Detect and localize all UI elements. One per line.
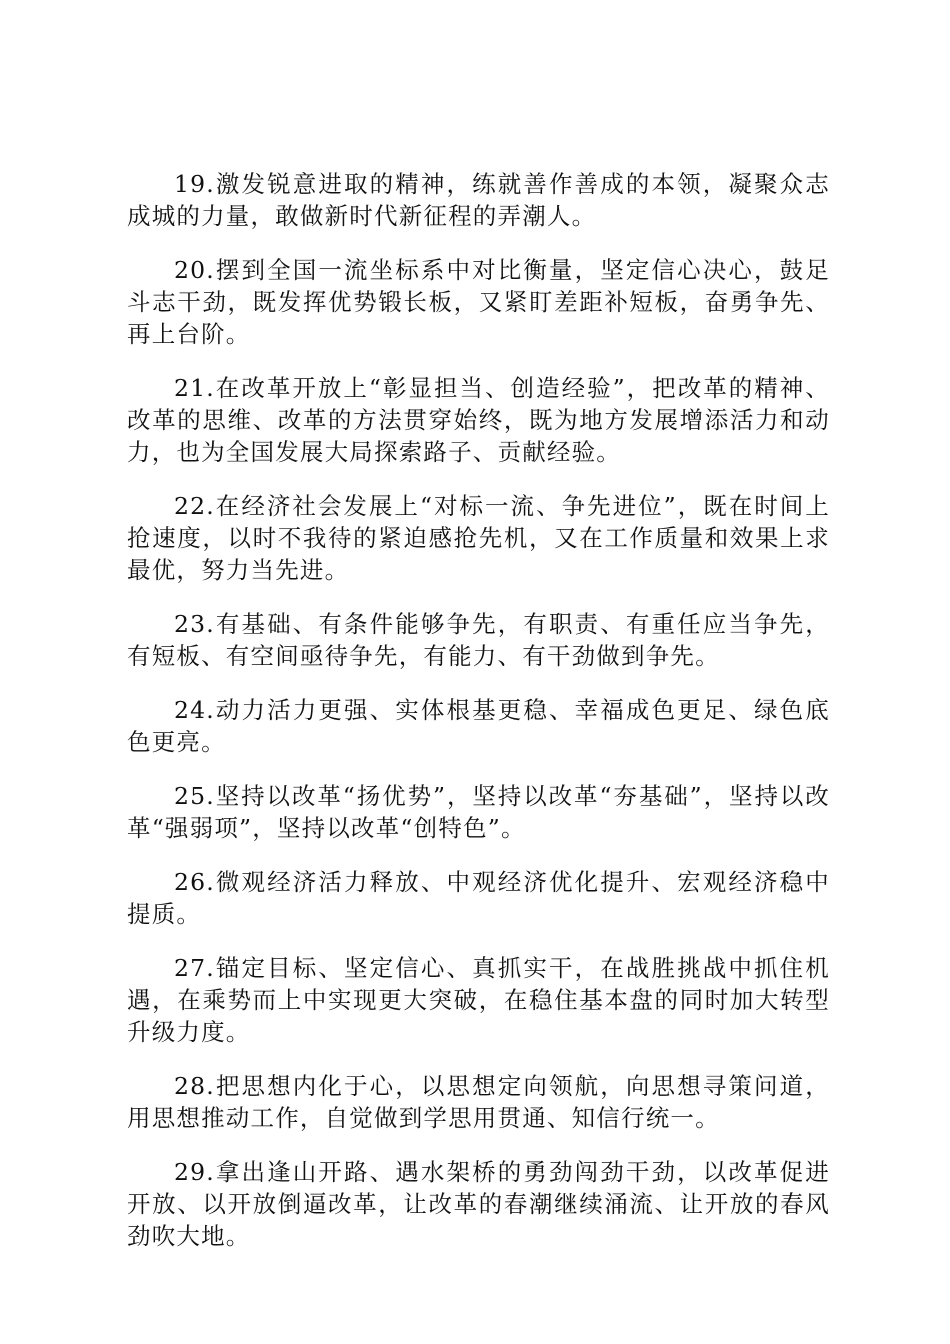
- document-body: [127, 168, 830, 1274]
- paragraph-27: 27.锚定目标、坚定信心、真抓实干，在战胜挑战中抓住机遇，在乘势而上中实现更大突破，在稳住基本盘的同时加大转型升级力度。: [127, 954, 830, 1046]
- paragraph-22: 22.在经济社会发展上“对标一流、争先进位”，既在时间上抢速度，以时不我待的紧迫感抢先机，又在工作质量和效果上求最优，努力当先进。: [127, 492, 830, 584]
- paragraph-19: 19.激发锐意进取的精神，练就善作善成的本领，凝聚众志成城的力量，敢做新时代新征程的弄潮人。: [127, 170, 830, 230]
- paragraph-21: 21.在改革开放上“彰显担当、创造经验”，把改革的精神、改革的思维、改革的方法贯穿始终，既为地方发展增添活力和动力，也为全国发展大局探索路子、贡献经验。: [127, 374, 830, 466]
- paragraph-20: 20.摆到全国一流坐标系中对比衡量，坚定信心决心，鼓足斗志干劲，既发挥优势锻长板，又紧盯差距补短板，奋勇争先、再上台阶。: [127, 256, 830, 348]
- paragraph-23: 23.有基础、有条件能够争先，有职责、有重任应当争先，有短板、有空间亟待争先，有能力、有干劲做到争先。: [127, 610, 830, 670]
- paragraph-28: 28.把思想内化于心，以思想定向领航，向思想寻策问道，用思想推动工作，自觉做到学思用贯通、知信行统一。: [127, 1072, 830, 1132]
- paragraph-25: 25.坚持以改革“扬优势”，坚持以改革“夯基础”，坚持以改革“强弱项”，坚持以改革“创特色”。: [127, 782, 830, 842]
- paragraph-29: 29.拿出逢山开路、遇水架桥的勇劲闯劲干劲，以改革促进开放、以开放倒逼改革，让改革的春潮继续涌流、让开放的春风劲吹大地。: [127, 1158, 830, 1250]
- paragraph-26: 26.微观经济活力释放、中观经济优化提升、宏观经济稳中提质。: [127, 868, 830, 928]
- paragraph-24: 24.动力活力更强、实体根基更稳、幸福成色更足、绿色底色更亮。: [127, 696, 830, 756]
